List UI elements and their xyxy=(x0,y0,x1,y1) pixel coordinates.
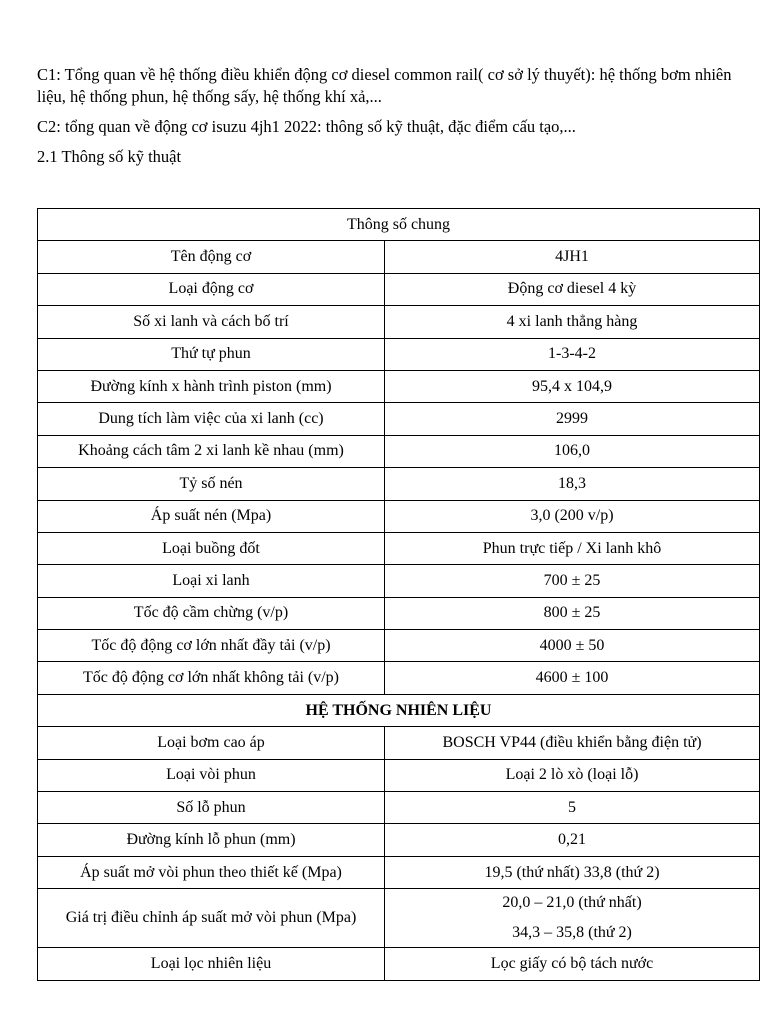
row-value: Lọc giấy có bộ tách nước xyxy=(385,948,760,980)
row-value-line: 20,0 – 21,0 (thứ nhất) xyxy=(502,894,642,912)
spec-table xyxy=(37,208,760,981)
table-row xyxy=(38,824,760,856)
row-label: Loại lọc nhiên liệu xyxy=(38,948,385,980)
table-row xyxy=(38,630,760,662)
paragraph-c2: C2: tổng quan về động cơ isuzu 4jh1 2022: thông số kỹ thuật, đặc điểm cấu tạo,... xyxy=(37,117,576,136)
table-row xyxy=(38,889,760,948)
table-row xyxy=(38,792,760,824)
row-label: Tốc độ cầm chừng (v/p) xyxy=(38,597,385,629)
row-label: Loại động cơ xyxy=(38,273,385,305)
row-label: Dung tích làm việc của xi lanh (cc) xyxy=(38,403,385,435)
row-value: 2999 xyxy=(385,403,760,435)
row-value-line: 34,3 – 35,8 (thứ 2) xyxy=(512,924,632,942)
row-value: Phun trực tiếp / Xi lanh khô xyxy=(385,532,760,564)
table-row xyxy=(38,468,760,500)
row-value: BOSCH VP44 (điều khiển bằng điện tử) xyxy=(385,727,760,759)
table-header-fuel: HỆ THỐNG NHIÊN LIỆU xyxy=(38,694,760,726)
table-row xyxy=(38,727,760,759)
row-label: Loại xi lanh xyxy=(38,565,385,597)
row-value: 700 ± 25 xyxy=(385,565,760,597)
row-value: Loại 2 lò xò (loại lỗ) xyxy=(385,759,760,791)
row-label: Khoảng cách tâm 2 xi lanh kề nhau (mm) xyxy=(38,435,385,467)
row-value: 19,5 (thứ nhất) 33,8 (thứ 2) xyxy=(385,856,760,888)
table-row xyxy=(38,597,760,629)
row-label: Giá trị điều chỉnh áp suất mở vòi phun (Mpa) xyxy=(38,889,385,948)
table-row xyxy=(38,759,760,791)
row-label: Tốc độ động cơ lớn nhất đầy tải (v/p) xyxy=(38,630,385,662)
row-value: 4000 ± 50 xyxy=(385,630,760,662)
row-label: Loại bơm cao áp xyxy=(38,727,385,759)
row-value: 4JH1 xyxy=(385,241,760,273)
table-header-general: Thông số chung xyxy=(38,209,760,241)
row-label: Loại buồng đốt xyxy=(38,532,385,564)
row-label: Áp suất nén (Mpa) xyxy=(38,500,385,532)
row-value: 106,0 xyxy=(385,435,760,467)
row-value: Động cơ diesel 4 kỳ xyxy=(385,273,760,305)
table-row xyxy=(38,338,760,370)
row-label: Tốc độ động cơ lớn nhất không tải (v/p) xyxy=(38,662,385,694)
row-value: 4 xi lanh thẳng hàng xyxy=(385,306,760,338)
row-label: Tên động cơ xyxy=(38,241,385,273)
table-row xyxy=(38,435,760,467)
row-value: 5 xyxy=(385,792,760,824)
row-label: Số lỗ phun xyxy=(38,792,385,824)
row-value: 3,0 (200 v/p) xyxy=(385,500,760,532)
row-label: Đường kính x hành trình piston (mm) xyxy=(38,370,385,402)
row-label: Số xi lanh và cách bố trí xyxy=(38,306,385,338)
paragraph-c1: C1: Tổng quan về hệ thống điều khiển động cơ diesel common rail( cơ sở lý thuyết): hệ thống bơm nhiên liệu, hệ thống phun, hệ thống sấy, hệ thống khí xả,... xyxy=(37,65,732,106)
row-value: 0,21 xyxy=(385,824,760,856)
table-row xyxy=(38,856,760,888)
row-value: 18,3 xyxy=(385,468,760,500)
table-header-row xyxy=(38,694,760,726)
table-row xyxy=(38,273,760,305)
table-row xyxy=(38,403,760,435)
table-row xyxy=(38,532,760,564)
row-value: 800 ± 25 xyxy=(385,597,760,629)
table-row xyxy=(38,662,760,694)
section-heading: 2.1 Thông số kỹ thuật xyxy=(37,147,182,166)
row-label: Thứ tự phun xyxy=(38,338,385,370)
row-label: Đường kính lỗ phun (mm) xyxy=(38,824,385,856)
row-label: Tỷ số nén xyxy=(38,468,385,500)
table-row xyxy=(38,241,760,273)
row-label: Áp suất mở vòi phun theo thiết kế (Mpa) xyxy=(38,856,385,888)
row-value: 95,4 x 104,9 xyxy=(385,370,760,402)
row-value: 4600 ± 100 xyxy=(385,662,760,694)
row-label: Loại vòi phun xyxy=(38,759,385,791)
table-row xyxy=(38,370,760,402)
row-value: 1-3-4-2 xyxy=(385,338,760,370)
table-header-row xyxy=(38,209,760,241)
row-value xyxy=(385,889,760,948)
table-row xyxy=(38,565,760,597)
table-row xyxy=(38,306,760,338)
table-row xyxy=(38,500,760,532)
table-row xyxy=(38,948,760,980)
